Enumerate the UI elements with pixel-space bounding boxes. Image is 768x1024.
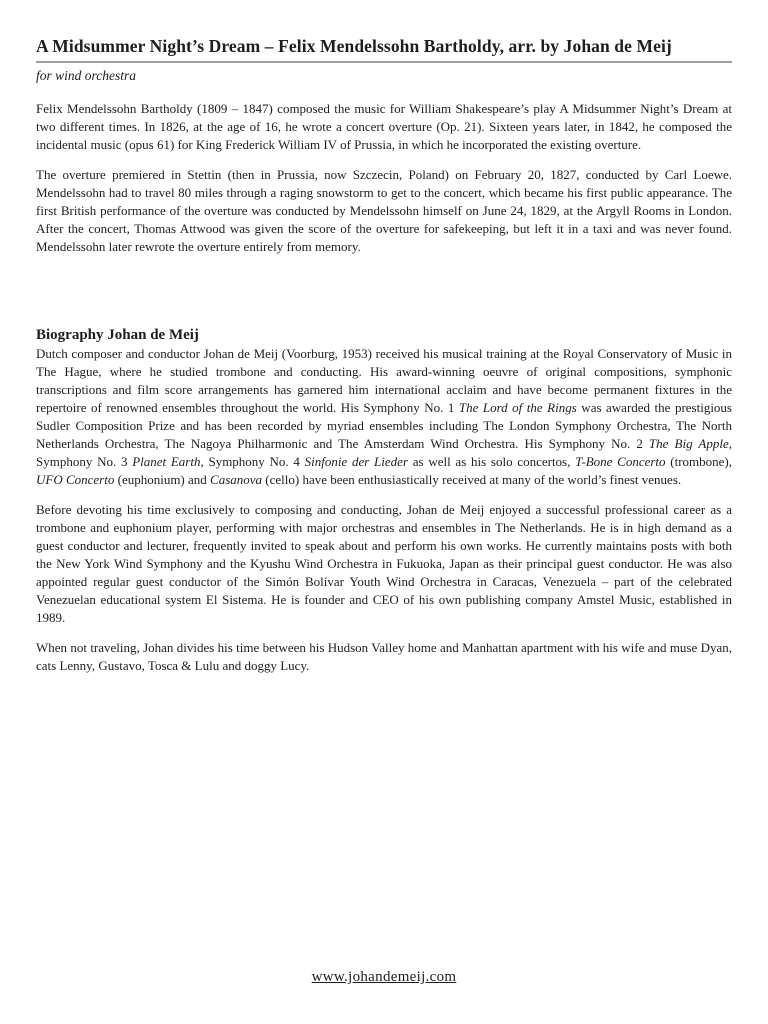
biography-paragraph-1: Dutch composer and conductor Johan de Meij (Voorburg, 1953) received his musical training at the Royal Conservatory of Music in The Hague, where he studied trombone and conducting. His award-winning oeuvre of original compositions, symphonic transcriptions and film score arrangements has garnered him international acclaim and have become permanent fixtures in the repertoire of renowned ensembles throughout the world. His Symphony No. 1 The Lord of the Rings was awarded the prestigious Sudler Composition Prize and has been recorded by myriad ensembles including The London Symphony Orchestra, The North Netherlands Orchestra, The Nagoya Philharmonic and The Amsterdam Wind Orchestra. His Symphony No. 2 The Big Apple, Symphony No. 3 Planet Earth, Symphony No. 4 Sinfonie der Lieder as well as his solo concertos, T-Bone Concerto (trombone), UFO Concerto (euphonium) and Casanova (cello) have been enthusiastically received at many of the world’s finest venues. <box>36 346 733 487</box>
website-link[interactable]: www.johandemeij.com <box>311 969 457 985</box>
document-subtitle: for wind orchestra <box>36 68 137 83</box>
biography-paragraph-2: Before devoting his time exclusively to composing and conducting, Johan de Meij enjoyed a successful professional career as a trombone and euphonium player, performing with major orchestras and ensembles in The Netherlands. He is in high demand as a guest conductor and lecturer, frequently invited to speak about and perform his own works. He currently maintains posts with both the New York Wind Symphony and the Kyushu Wind Orchestra in Fukuoka, Japan as their principal guest conductor. He was also appointed regular guest conductor of the Simón Bolívar Youth Wind Orchestra in Caracas, Venezuela – part of the celebrated Venezuelan educational system El Sistema. He is founder and CEO of his own publishing company Amstel Music, established in 1989. <box>36 502 732 625</box>
page-footer <box>0 968 768 986</box>
program-note-paragraph-1: Felix Mendelssohn Bartholdy (1809 – 1847) composed the music for William Shakespeare’s play A Midsummer Night’s Dream at two different times. In 1826, at the age of 16, he wrote a concert overture (Op. 21). Sixteen years later, in 1842, he composed the incidental music (opus 61) for King Frederick William IV of Prussia, in which he incorporated the existing overture. <box>36 101 732 152</box>
program-note-paragraph-2: The overture premiered in Stettin (then in Prussia, now Szczecin, Poland) on February 20, 1827, conducted by Carl Loewe. Mendelssohn had to travel 80 miles through a raging snowstorm to get to the concert, which became his first public appearance. The first British performance of the overture was conducted by Mendelssohn himself on June 24, 1829, at the Argyll Rooms in London. After the concert, Thomas Attwood was given the score of the overture for safekeeping, but left it in a taxi and was never found. Mendelssohn later rewrote the overture entirely from memory. <box>36 167 732 254</box>
biography-heading: Biography Johan de Meij <box>36 327 199 343</box>
document-title: A Midsummer Night’s Dream – Felix Mendelssohn Bartholdy, arr. by Johan de Meij <box>36 36 732 63</box>
biography-paragraph-3: When not traveling, Johan divides his time between his Hudson Valley home and Manhattan apartment with his wife and muse Dyan, cats Lenny, Gustavo, Tosca & Lulu and doggy Lucy. <box>36 640 732 673</box>
